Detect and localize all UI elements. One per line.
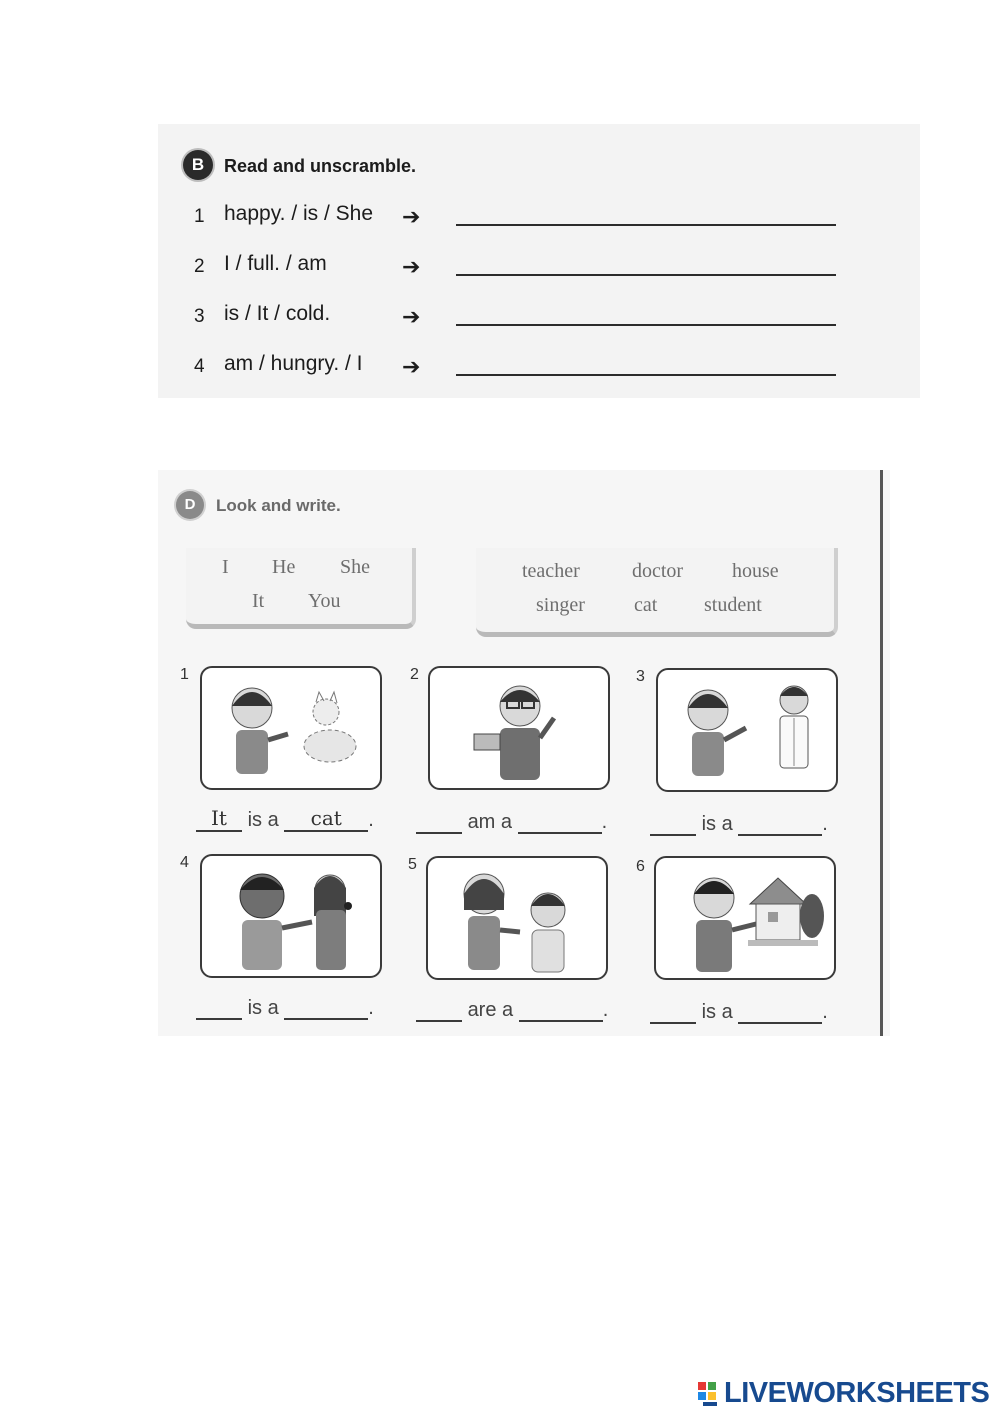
sentence-1 <box>196 808 374 834</box>
answer-line[interactable] <box>456 224 836 226</box>
picture-boy-and-house <box>654 856 836 980</box>
pronoun-blank[interactable] <box>650 1000 696 1024</box>
sentence-4 <box>196 996 374 1022</box>
pronoun-word-bank <box>186 548 416 629</box>
arrow-right-icon: ➔ <box>402 354 421 379</box>
verb-text: is a <box>247 809 279 831</box>
period: . <box>368 997 374 1019</box>
unscramble-row <box>158 246 920 286</box>
item-number: 6 <box>636 858 645 875</box>
word-bank-item: doctor <box>632 560 684 582</box>
section-b-title: Read and unscramble. <box>224 156 417 176</box>
item-number: 2 <box>194 256 205 277</box>
verb-text: are a <box>467 999 514 1021</box>
verb-text: is a <box>701 813 733 835</box>
answer-line[interactable] <box>456 374 836 376</box>
item-number: 1 <box>180 666 189 683</box>
picture-girl-and-doctor <box>656 668 838 792</box>
noun-blank[interactable] <box>518 810 602 834</box>
word-bank-item: teacher <box>522 560 580 582</box>
noun-word-bank <box>476 548 838 637</box>
picture-boy-and-singer <box>200 854 382 978</box>
scrambled-words: happy. / is / She <box>224 202 374 225</box>
item-number: 3 <box>194 306 205 327</box>
pronoun-blank[interactable] <box>416 998 462 1022</box>
word-bank-item: It <box>252 590 265 612</box>
period: . <box>822 1001 828 1023</box>
word-bank-item: She <box>340 556 370 578</box>
period: . <box>602 999 609 1021</box>
sentence-5 <box>416 998 608 1024</box>
item-number: 4 <box>180 854 189 871</box>
word-bank-item: singer <box>536 594 585 616</box>
arrow-right-icon: ➔ <box>402 254 421 279</box>
unscramble-row <box>158 196 920 236</box>
scrambled-words: is / It / cold. <box>224 302 331 325</box>
answer-line[interactable] <box>456 274 836 276</box>
unscramble-row <box>158 296 920 336</box>
scrambled-words: am / hungry. / I <box>224 352 363 375</box>
word-bank-item: He <box>272 556 296 578</box>
scrambled-words: I / full. / am <box>224 252 327 275</box>
verb-text: is a <box>701 1001 733 1023</box>
page-margin-rule <box>880 470 883 1036</box>
section-d-title: Look and write. <box>216 496 341 515</box>
picture-boy-with-book <box>428 666 610 790</box>
item-number: 4 <box>194 356 205 377</box>
item-number: 1 <box>194 206 205 227</box>
verb-text: is a <box>247 997 279 1019</box>
section-b-unscramble <box>158 124 920 398</box>
arrow-right-icon: ➔ <box>402 304 421 329</box>
answer-line[interactable] <box>456 324 836 326</box>
section-b-badge: B <box>183 150 213 180</box>
word-bank-item: cat <box>634 594 658 616</box>
arrow-right-icon: ➔ <box>402 204 421 229</box>
picture-girl-and-cat <box>200 666 382 790</box>
brand-name: LIVEWORKSHEETS <box>724 1377 990 1409</box>
noun-blank[interactable] <box>284 996 368 1020</box>
noun-blank[interactable]: cat <box>284 808 368 832</box>
picture-girl-and-boy <box>426 856 608 980</box>
sentence-6 <box>650 1000 828 1026</box>
period: . <box>601 811 608 833</box>
pronoun-blank[interactable] <box>416 810 462 834</box>
word-bank-item: I <box>222 556 229 578</box>
period: . <box>822 813 828 835</box>
verb-text: am a <box>467 811 513 833</box>
noun-blank[interactable] <box>738 1000 822 1024</box>
word-bank-item: You <box>308 590 341 612</box>
item-number: 3 <box>636 668 645 685</box>
sentence-3 <box>650 812 828 838</box>
liveworksheets-mark-icon <box>698 1378 724 1408</box>
pronoun-blank[interactable] <box>196 996 242 1020</box>
sentence-2 <box>416 810 607 836</box>
unscramble-row <box>158 346 920 386</box>
word-bank-item: student <box>704 594 762 616</box>
section-d-look-and-write <box>158 470 890 1036</box>
pronoun-blank[interactable] <box>650 812 696 836</box>
word-bank-item: house <box>732 560 779 582</box>
noun-blank[interactable] <box>519 998 603 1022</box>
period: . <box>368 809 374 831</box>
pronoun-blank[interactable]: It <box>196 808 242 832</box>
noun-blank[interactable] <box>738 812 822 836</box>
section-d-badge: D <box>176 491 204 519</box>
item-number: 2 <box>410 666 419 683</box>
item-number: 5 <box>408 856 417 873</box>
